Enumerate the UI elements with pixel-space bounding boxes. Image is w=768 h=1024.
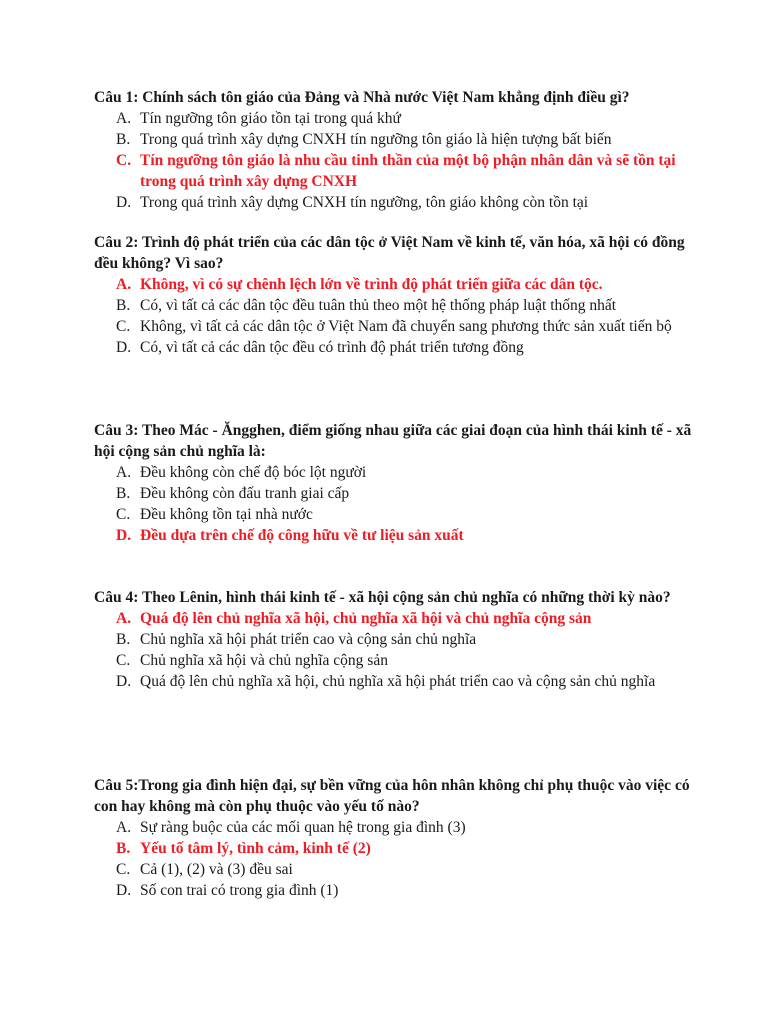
option-list bbox=[94, 462, 694, 546]
option-text: Trong quá trình xây dựng CNXH tín ngưỡng tôn giáo là hiện tượng bất biến bbox=[140, 131, 612, 148]
option-c-correct bbox=[94, 150, 694, 192]
option-letter: A. bbox=[116, 819, 132, 836]
option-letter: B. bbox=[116, 840, 131, 857]
option-letter: A. bbox=[116, 110, 132, 127]
question-2 bbox=[94, 232, 694, 358]
option-a bbox=[94, 817, 694, 838]
option-text: Đều không còn chế độ bóc lột người bbox=[140, 464, 367, 481]
question-title: Câu 1: Chính sách tôn giáo của Đảng và Nhà nước Việt Nam khẳng định điều gì? bbox=[94, 89, 630, 106]
option-d bbox=[94, 192, 694, 213]
option-letter: C. bbox=[116, 652, 131, 669]
option-list bbox=[94, 108, 694, 213]
question-5 bbox=[94, 775, 694, 901]
option-a-correct bbox=[94, 608, 694, 629]
question-title: Câu 5:Trong gia đình hiện đại, sự bền vững của hôn nhân không chỉ phụ thuộc vào việc có con hay không mà còn phụ thuộc vào yếu tố nào? bbox=[94, 777, 690, 815]
option-text: Trong quá trình xây dựng CNXH tín ngưỡng, tôn giáo không còn tồn tại bbox=[140, 194, 589, 211]
option-b bbox=[94, 629, 694, 650]
option-text: Tín ngưỡng tôn giáo tồn tại trong quá khứ bbox=[140, 110, 401, 127]
option-text: Yếu tố tâm lý, tình cảm, kinh tế (2) bbox=[140, 840, 371, 857]
question-title: Câu 4: Theo Lênin, hình thái kinh tế - xã hội cộng sản chủ nghĩa có những thời kỳ nào? bbox=[94, 589, 671, 606]
option-letter: C. bbox=[116, 861, 131, 878]
option-b bbox=[94, 295, 694, 316]
option-text: Quá độ lên chủ nghĩa xã hội, chủ nghĩa xã hội phát triển cao và cộng sản chủ nghĩa bbox=[140, 673, 656, 690]
option-letter: B. bbox=[116, 131, 131, 148]
option-letter: C. bbox=[116, 506, 131, 523]
option-a bbox=[94, 462, 694, 483]
option-d bbox=[94, 337, 694, 358]
option-letter: B. bbox=[116, 631, 131, 648]
question-title: Câu 2: Trình độ phát triển của các dân tộc ở Việt Nam về kinh tế, văn hóa, xã hội có đồng đều không? Vì sao? bbox=[94, 234, 685, 272]
option-text: Có, vì tất cả các dân tộc đều tuân thủ theo một hệ thống pháp luật thống nhất bbox=[140, 297, 617, 314]
option-b bbox=[94, 483, 694, 504]
option-letter: C. bbox=[116, 318, 131, 335]
option-text: Sự ràng buộc của các mối quan hệ trong gia đình (3) bbox=[140, 819, 466, 836]
option-list bbox=[94, 608, 694, 692]
option-letter: A. bbox=[116, 276, 132, 293]
option-text: Không, vì có sự chênh lệch lớn về trình độ phát triển giữa các dân tộc. bbox=[140, 276, 603, 293]
option-text: Đều không còn đấu tranh giai cấp bbox=[140, 485, 350, 502]
option-letter: D. bbox=[116, 194, 132, 211]
option-c bbox=[94, 316, 694, 337]
question-1 bbox=[94, 87, 694, 213]
option-letter: D. bbox=[116, 339, 132, 356]
option-b bbox=[94, 129, 694, 150]
option-d bbox=[94, 880, 694, 901]
option-letter: A. bbox=[116, 464, 132, 481]
option-text: Chủ nghĩa xã hội phát triển cao và cộng sản chủ nghĩa bbox=[140, 631, 477, 648]
option-letter: D. bbox=[116, 882, 132, 899]
option-list bbox=[94, 274, 694, 358]
option-c bbox=[94, 650, 694, 671]
question-title: Câu 3: Theo Mác - Ăngghen, điểm giống nhau giữa các giai đoạn của hình thái kinh tế - xã hội cộng sản chủ nghĩa là: bbox=[94, 422, 692, 460]
option-text: Có, vì tất cả các dân tộc đều có trình độ phát triển tương đồng bbox=[140, 339, 524, 356]
option-text: Tín ngưỡng tôn giáo là nhu cầu tinh thần của một bộ phận nhân dân và sẽ tồn tại trong quá trình xây dựng CNXH bbox=[140, 152, 676, 190]
option-d bbox=[94, 671, 694, 692]
option-letter: C. bbox=[116, 152, 132, 169]
option-letter: A. bbox=[116, 610, 132, 627]
question-3 bbox=[94, 420, 694, 546]
option-text: Chủ nghĩa xã hội và chủ nghĩa cộng sản bbox=[140, 652, 388, 669]
question-4 bbox=[94, 587, 694, 692]
option-c bbox=[94, 859, 694, 880]
option-list bbox=[94, 817, 694, 901]
option-d-correct bbox=[94, 525, 694, 546]
option-text: Không, vì tất cả các dân tộc ở Việt Nam đã chuyển sang phương thức sản xuất tiến bộ bbox=[140, 318, 672, 335]
option-text: Số con trai có trong gia đình (1) bbox=[140, 882, 339, 899]
option-letter: B. bbox=[116, 485, 131, 502]
option-b-correct bbox=[94, 838, 694, 859]
option-c bbox=[94, 504, 694, 525]
option-letter: B. bbox=[116, 297, 131, 314]
option-text: Quá độ lên chủ nghĩa xã hội, chủ nghĩa xã hội và chủ nghĩa cộng sản bbox=[140, 610, 592, 627]
option-text: Cả (1), (2) và (3) đều sai bbox=[140, 861, 293, 878]
option-a-correct bbox=[94, 274, 694, 295]
option-text: Đều dựa trên chế độ công hữu về tư liệu sản xuất bbox=[140, 527, 464, 544]
option-text: Đều không tồn tại nhà nước bbox=[140, 506, 313, 523]
option-letter: D. bbox=[116, 673, 132, 690]
option-a bbox=[94, 108, 694, 129]
option-letter: D. bbox=[116, 527, 132, 544]
